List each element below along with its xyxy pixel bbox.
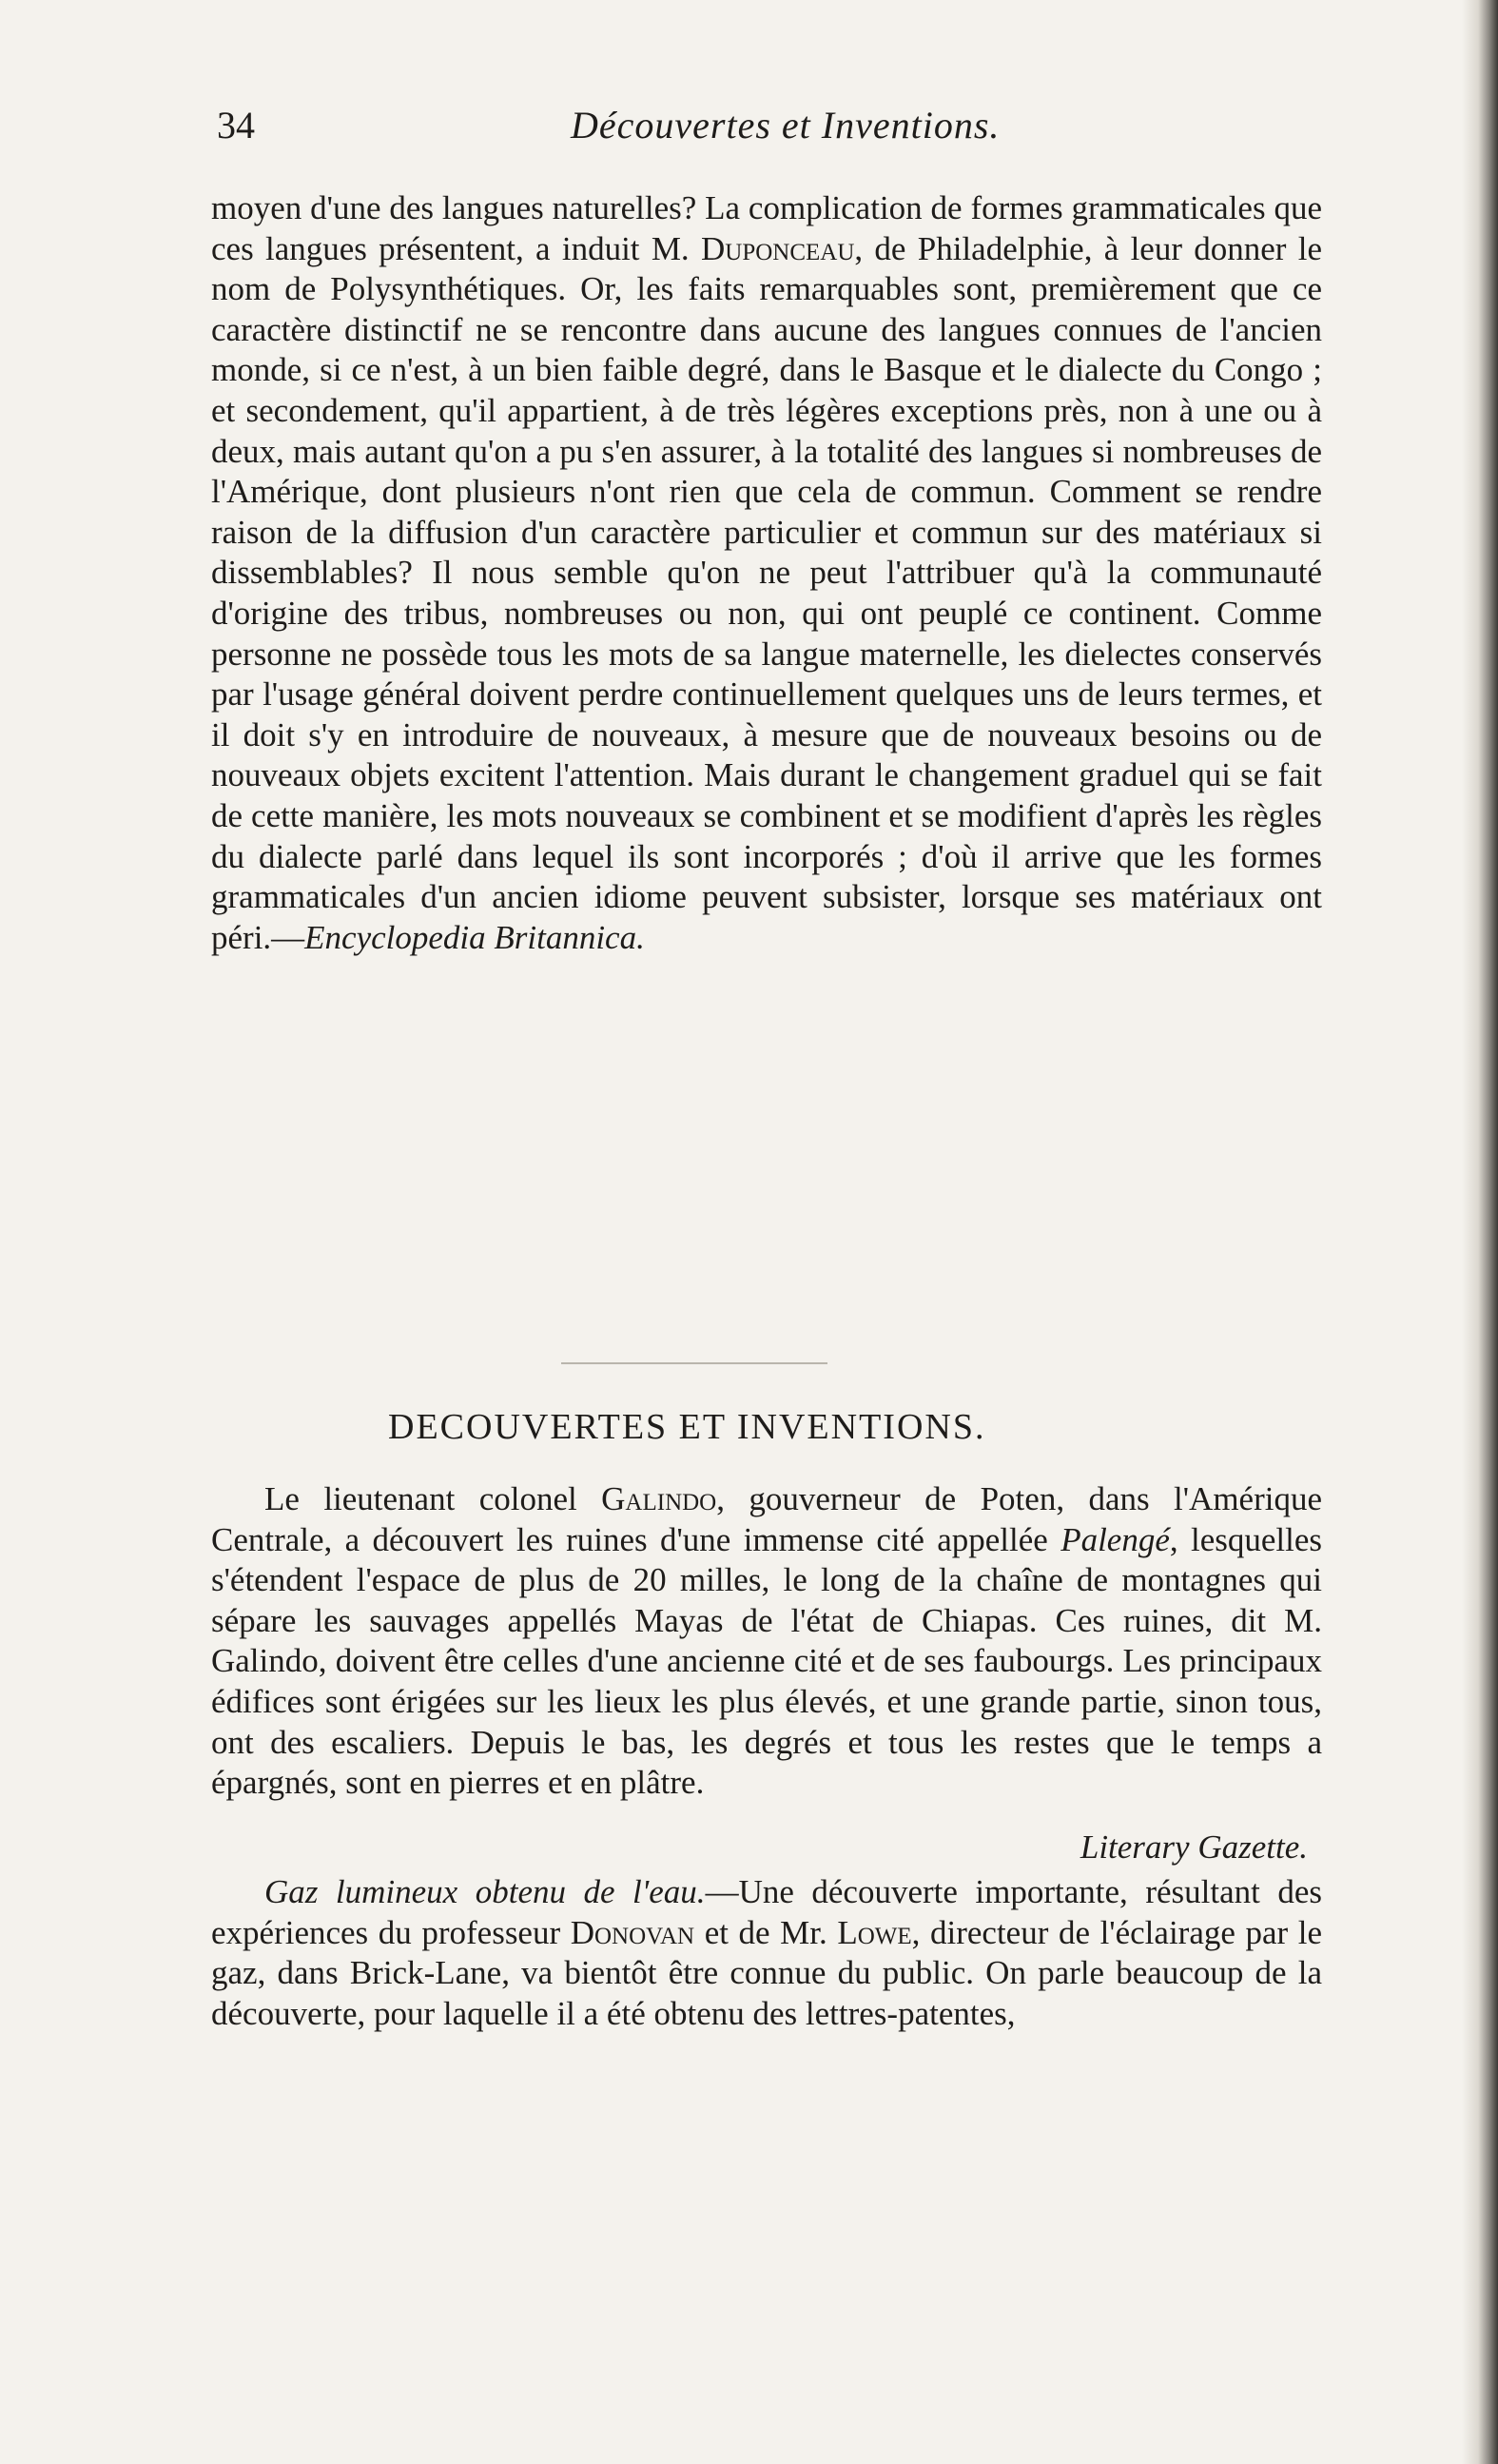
running-title: Découvertes et Inventions.: [571, 104, 1001, 147]
paragraph-language-diffusion: [211, 188, 1322, 958]
article-text: , directeur de l'éclairage par le gaz, dans Brick-Lane, va bientôt être connue du public. On parle beaucoup de la découverte, pour laquelle il a été obtenu des lettres-patentes,: [211, 1913, 1323, 2032]
article-title: Gaz lumineux obtenu de l'eau.: [264, 1873, 706, 1910]
article-text: , gouverneur de Poten, dans l'Amérique Centrale, a découvert les ruines d'une immense cité appellée: [211, 1480, 1322, 1558]
place-name-palenge: Palengé: [1060, 1520, 1170, 1558]
article-text: Le lieutenant colonel: [264, 1480, 602, 1517]
book-spine-shadow: [1462, 0, 1498, 2464]
page-number: 34: [217, 104, 255, 147]
paragraph-text: moyen d'une des langues naturelles? La complication de formes grammaticales que ces langues présentent, a induit M.: [211, 189, 1322, 267]
person-name-donovan: Donovan: [570, 1913, 695, 1951]
person-name-galindo: Galindo: [601, 1480, 717, 1517]
article-text: et de Mr.: [694, 1913, 838, 1951]
source-citation: Encyclopedia Britannica.: [304, 918, 645, 956]
source-citation: Literary Gazette.: [1080, 1828, 1308, 1866]
author-name-duponceau: Duponceau: [700, 229, 855, 267]
article-palenge-ruins: [211, 1479, 1322, 1804]
article-text: , lesquelles s'étendent l'espace de plus de 20 milles, le long de la chaîne de montagnes qui sépare les sauvages appellés Mayas de l'état de Chiapas. Ces ruines, dit M. Galindo, doivent être celles d'une ancienne cité et de ses faubourgs. Les principaux édifices sont érigées sur les lieux les plus élevés, et une grande partie, sinon tous, ont des escaliers. Depuis le bas, les degrés et tous les restes que le temps a épargnés, sont en pierres et en plâtre.: [211, 1520, 1322, 1802]
page-header: [217, 103, 1320, 160]
article-luminous-gas: [211, 1872, 1322, 2034]
section-heading: DECOUVERTES ET INVENTIONS.: [388, 1407, 986, 1447]
article-text: —Une découverte importante, résultant des expériences du professeur: [211, 1873, 1323, 1951]
paragraph-text: , de Philadelphie, à leur donner le nom de Polysynthétiques. Or, les faits remarquables sont, premièrement que ce caractère distinctif ne se rencontre dans aucune des langues connues de l'ancien monde, si ce n'est, à un bien faible degré, dans le Basque et le dialecte du Congo ; et secondement, qu'il appartient, à de très légères exceptions près, non à une ou à deux, mais autant qu'on a pu s'en assurer, à la totalité des langues si nombreuses de l'Amérique, dont plusieurs n'ont rien que cela de commun. Comment se rendre raison de la diffusion d'un caractère particulier et commun sur des matériaux si dissemblables? Il nous semble qu'on ne peut l'attribuer qu'à la communauté d'origine des tribus, nombreuses ou non, qui ont peuplé ce continent. Comme personne ne possède tous les mots de sa langue maternelle, les dielectes conservés par l'usage général doivent perdre continuellement quelques uns de leurs termes, et il doit s'y en introduire de nouveaux, à mesure que de nouveaux besoins ou de nouveaux objets excitent l'attention. Mais durant le changement graduel qui se fait de cette manière, les mots nouveaux se combinent et se modifient d'après les règles du dialecte parlé dans lequel ils sont incorporés ; d'où il arrive que les formes grammaticales d'un ancien idiome peuvent subsister, lorsque ses matériaux ont péri.—: [211, 229, 1322, 956]
person-name-lowe: Lowe: [837, 1913, 912, 1951]
section-divider: [561, 1362, 827, 1364]
